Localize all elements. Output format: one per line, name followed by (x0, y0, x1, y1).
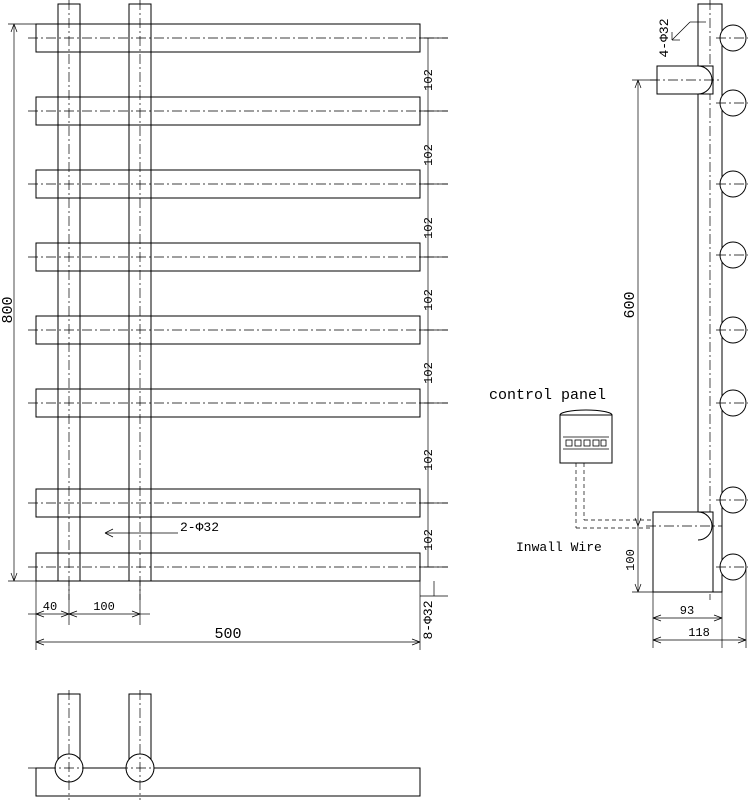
control-panel-label: control panel (489, 387, 607, 404)
side-top-bracket (650, 66, 722, 94)
control-panel-body (560, 415, 612, 463)
svg-text:102: 102 (422, 217, 436, 239)
dim-text-118: 118 (688, 626, 710, 640)
dim-text-93: 93 (679, 604, 695, 618)
dim-text-800: 800 (0, 296, 17, 324)
svg-text:102: 102 (422, 69, 436, 91)
bottom-view (28, 690, 420, 800)
svg-text:102: 102 (422, 362, 436, 384)
inwall-wire-path (576, 463, 653, 528)
svg-text:102: 102 (422, 449, 436, 471)
control-panel-detail (489, 387, 653, 555)
dim-text-100-side: 100 (624, 549, 638, 571)
svg-text:102: 102 (422, 529, 436, 551)
dim-pitch-labels (422, 69, 436, 551)
dim-text-600: 600 (622, 291, 639, 319)
dim-text-100: 100 (93, 600, 115, 614)
svg-text:102: 102 (422, 144, 436, 166)
dim-text-500: 500 (214, 626, 242, 643)
label-8-holes: 8-Φ32 (421, 600, 436, 640)
side-bottom-bracket (646, 512, 722, 592)
side-rung-circles (720, 25, 746, 580)
label-4-holes: 4-Φ32 (657, 18, 672, 58)
inwall-wire-label: Inwall Wire (516, 540, 602, 555)
leader-8-holes (420, 581, 448, 596)
side-elevation (622, 0, 748, 648)
dim-text-40: 40 (42, 600, 58, 614)
front-elevation (0, 0, 448, 650)
svg-text:102: 102 (422, 289, 436, 311)
front-rungs (36, 24, 420, 581)
label-2-holes: 2-Φ32 (180, 520, 220, 535)
bottom-base-bar (36, 768, 420, 796)
